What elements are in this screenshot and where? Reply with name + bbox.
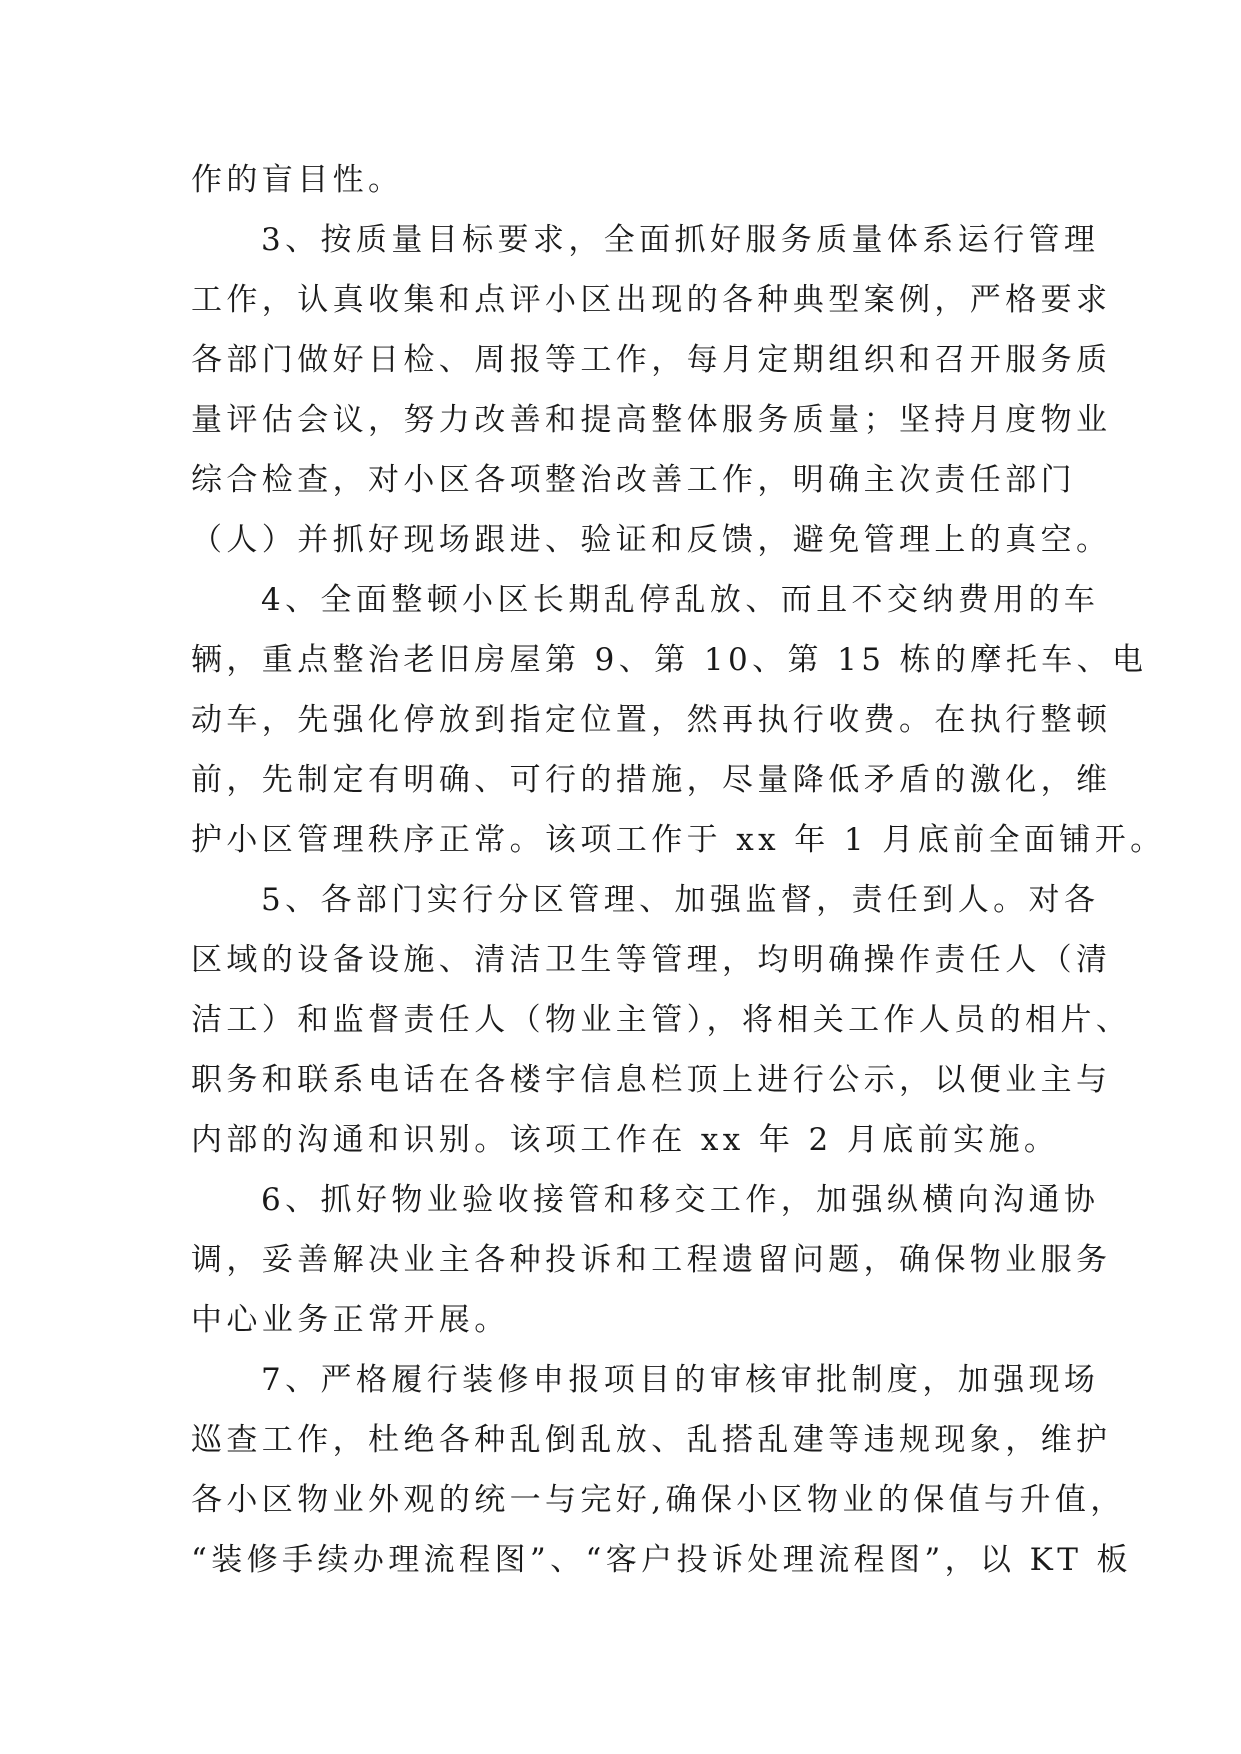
text-line: 前，先制定有明确、可行的措施，尽量降低矛盾的激化，维 xyxy=(191,762,1112,798)
text-line: 内部的沟通和识别。该项工作在 xx 年 2 月底前实施。 xyxy=(191,1122,1060,1158)
paragraph-6-start: 6、抓好物业验收接管和移交工作，加强纵横向沟通协 xyxy=(261,1182,1100,1218)
text-line: 区域的设备设施、清洁卫生等管理，均明确操作责任人（清 xyxy=(191,942,1112,978)
paragraph-7-start: 7、严格履行装修申报项目的审核审批制度，加强现场 xyxy=(261,1362,1100,1398)
paragraph-3-start: 3、按质量目标要求，全面抓好服务质量体系运行管理 xyxy=(261,222,1100,258)
text-line: 综合检查，对小区各项整治改善工作，明确主次责任部门 xyxy=(191,462,1076,498)
text-line: 巡查工作，杜绝各种乱倒乱放、乱搭乱建等违规现象，维护 xyxy=(191,1422,1112,1458)
text-line: 各小区物业外观的统一与完好,确保小区物业的保值与升值， xyxy=(191,1482,1126,1518)
paragraph-4-start: 4、全面整顿小区长期乱停乱放、而且不交纳费用的车 xyxy=(261,582,1100,618)
paragraph-5-start: 5、各部门实行分区管理、加强监督，责任到人。对各 xyxy=(261,882,1100,918)
text-line: 工作，认真收集和点评小区出现的各种典型案例，严格要求 xyxy=(191,282,1112,318)
text-line: 护小区管理秩序正常。该项工作于 xx 年 1 月底前全面铺开。 xyxy=(191,822,1166,858)
text-line: 辆，重点整治老旧房屋第 9、第 10、第 15 栋的摩托车、电 xyxy=(191,642,1148,678)
text-line: 调，妥善解决业主各种投诉和工程遗留问题，确保物业服务 xyxy=(191,1242,1112,1278)
text-line: 职务和联系电话在各楼宇信息栏顶上进行公示，以便业主与 xyxy=(191,1062,1112,1098)
text-line: 各部门做好日检、周报等工作，每月定期组织和召开服务质 xyxy=(191,342,1112,378)
text-line: 量评估会议，努力改善和提高整体服务质量；坚持月度物业 xyxy=(191,402,1112,438)
text-line: 洁工）和监督责任人（物业主管），将相关工作人员的相片、 xyxy=(191,1002,1132,1038)
text-line: （人）并抓好现场跟进、验证和反馈，避免管理上的真空。 xyxy=(191,522,1112,558)
text-line: 作的盲目性。 xyxy=(191,162,404,198)
text-line: “装修手续办理流程图”、“客户投诉处理流程图”，以 KT 板 xyxy=(191,1542,1132,1578)
document-body xyxy=(191,150,1166,1590)
text-line: 中心业务正常开展。 xyxy=(191,1302,510,1338)
text-line: 动车，先强化停放到指定位置，然再执行收费。在执行整顿 xyxy=(191,702,1112,738)
